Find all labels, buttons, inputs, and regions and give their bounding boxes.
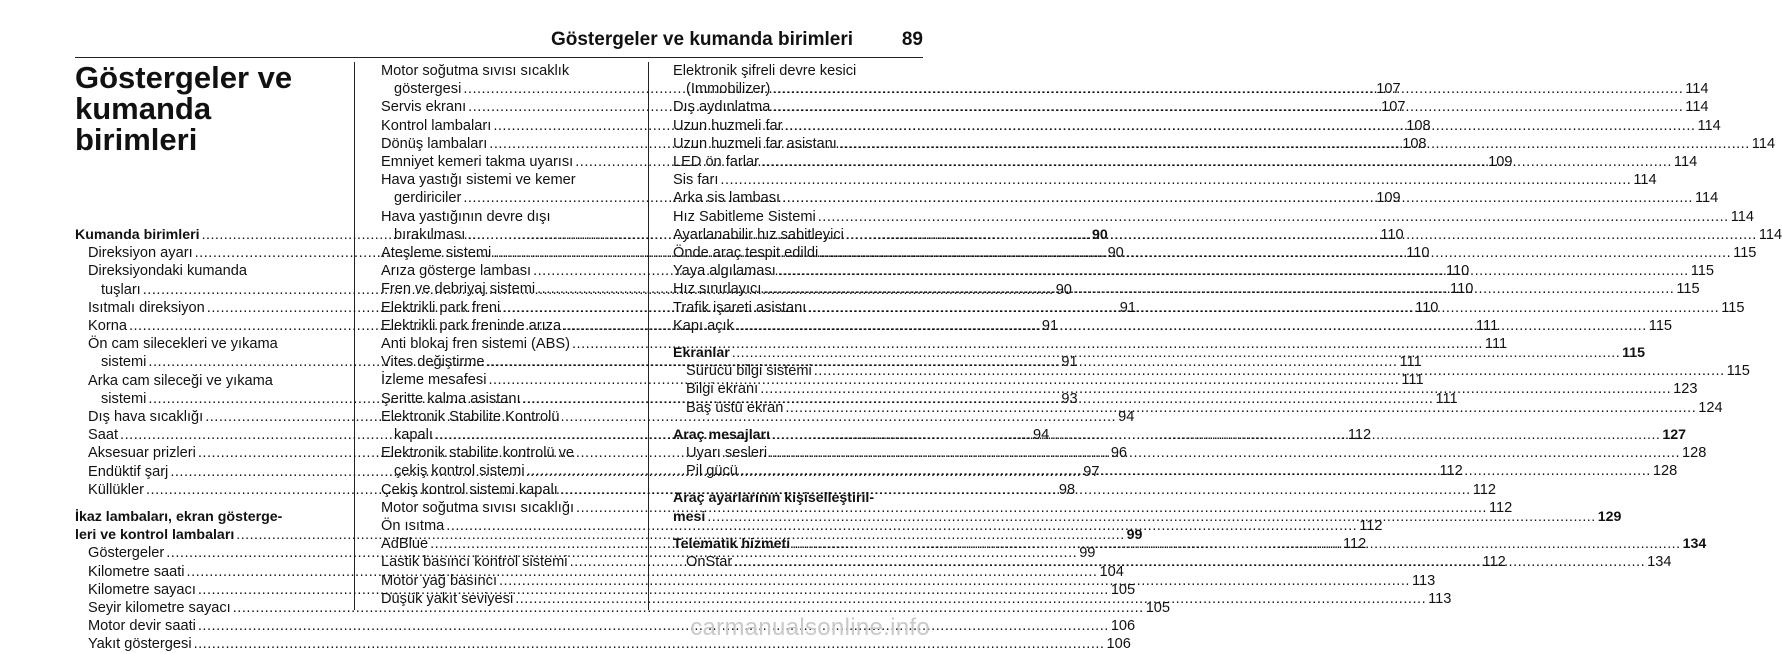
toc-entry-label: Motor devir saati: [88, 618, 196, 635]
toc-entry-page: 115: [1690, 263, 1714, 280]
toc-entry-label: Direksiyon ayarı: [88, 245, 193, 262]
toc-entry[interactable]: [381, 590, 1452, 608]
toc-entry-page: 113: [1411, 572, 1436, 589]
toc-entry-page: 114: [1673, 154, 1698, 171]
toc-entry-text: Elektronik şifreli devre kesici: [673, 63, 857, 79]
toc-entry-label: Düşük yakıt seviyesi: [381, 590, 514, 607]
toc-entry-page: 111: [1399, 354, 1422, 371]
toc-entry-label: çekiş kontrol sistemi: [394, 463, 525, 480]
dot-leader: [808, 299, 1719, 317]
toc-entry-page: 109: [1488, 154, 1513, 171]
toc-entry-label: Lastik basıncı kontrol sistemi: [381, 554, 568, 571]
toc-entry-label: Sis farı: [673, 172, 719, 189]
toc-entry-page: 114: [1685, 81, 1709, 98]
toc-entry-text: Arka cam sileceği ve yıkama: [88, 372, 273, 389]
toc-entry-row: [381, 517, 1383, 535]
toc-entry-label: LED ön farlar: [673, 154, 759, 171]
toc-entry[interactable]: [381, 517, 1383, 535]
toc-entry[interactable]: [381, 335, 1508, 353]
running-header-title: Göstergeler ve kumanda birimleri: [550, 29, 853, 50]
toc-entry-page: 134: [1682, 535, 1707, 552]
toc-entry-page: 108: [1406, 117, 1431, 134]
toc-entry-label: sistemi: [101, 390, 147, 407]
toc-entry-page: 112: [1439, 463, 1463, 480]
toc-entry-label: Bilgi ekranı: [686, 381, 759, 398]
dot-leader: [736, 317, 1647, 335]
dot-leader: [818, 208, 1729, 226]
toc-entry-label: OnStar: [686, 554, 733, 571]
toc-entry-label: Dış aydınlatma: [673, 99, 771, 116]
toc-entry-label: Dış hava sıcaklığı: [88, 409, 204, 426]
toc-entry-label: Göstergeler: [88, 545, 165, 562]
toc-entry-page: 99: [1126, 527, 1143, 544]
toc-entry-row: [673, 171, 1657, 189]
toc-entry-page: 93: [1061, 390, 1078, 407]
dot-leader: [839, 135, 1750, 153]
toc-entry-label: Kumanda birimleri: [75, 227, 200, 243]
toc-entry-page: 91: [1041, 318, 1059, 335]
toc-entry-page: 105: [1110, 581, 1136, 598]
toc-entry-page: 114: [1758, 226, 1782, 243]
toc-entry-label: Önde araç tespit edildi: [673, 245, 819, 262]
toc-entry-page: 114: [1633, 172, 1657, 189]
watermark: carmanualsonline.info: [690, 614, 930, 641]
toc-entry-page: 114: [1685, 99, 1709, 116]
toc-entry-text: Direksiyondaki kumanda: [88, 263, 247, 280]
toc-entry-page: 115: [1733, 245, 1757, 262]
toc-entry-label: Korna: [88, 318, 127, 335]
toc-entry-label: Yaya algılaması: [673, 263, 776, 280]
toc-entry-page: 99: [1079, 545, 1096, 562]
toc-entry-label: Kontrol lambaları: [381, 117, 492, 134]
toc-entry-label: Pil gücü: [686, 463, 738, 480]
toc-entry-label: Kilometre sayacı: [88, 581, 196, 598]
toc-entry-page: 111: [1401, 372, 1424, 389]
toc-entry-page: 91: [1119, 299, 1136, 316]
toc-entry-label: Araç mesajları: [673, 426, 771, 443]
toc-entry-page: 127: [1662, 426, 1687, 443]
toc-entry-page: 128: [1652, 463, 1678, 480]
toc-entry-label: Ateşleme sistemi: [381, 245, 492, 262]
toc-entry-row: [88, 635, 1131, 653]
toc-entry-page: 97: [1083, 463, 1100, 480]
dot-leader: [792, 535, 1680, 553]
toc-entry-label: Endüktif şarj: [88, 463, 169, 480]
toc-entry-label: Elektrikli park freninde arıza: [381, 317, 562, 334]
toc-entry-label: tuşları: [101, 281, 141, 298]
toc-entry-page: 111: [1435, 390, 1458, 407]
toc-entry-row: [673, 508, 1622, 526]
toc-entry-page: 114: [1695, 190, 1719, 207]
toc-entry-page: 129: [1597, 508, 1622, 525]
toc-entry-text: Araç ayarlarının kişiselleştiril-: [673, 490, 875, 507]
toc-entry[interactable]: [673, 208, 1754, 226]
toc-entry-text: Hava yastığı sistemi ve kemer: [381, 172, 576, 189]
toc-entry-label: bırakılması: [394, 226, 466, 243]
dot-leader: [761, 153, 1672, 171]
toc-entry-label: Seyir kilometre sayacı: [88, 600, 231, 617]
toc-entry-label: Ekranlar: [673, 345, 730, 362]
dot-leader: [846, 226, 1757, 244]
toc-entry-label: Hız sınırlayıcı: [673, 281, 762, 298]
toc-entry-label: Emniyet kemeri takma uyarısı: [381, 154, 574, 171]
toc-entry-text: Elektronik Stabilite Kontrolü: [381, 408, 560, 425]
toc-entry-page: 107: [1376, 81, 1401, 98]
dot-leader: [772, 80, 1683, 98]
toc-entry-page: 114: [1730, 208, 1754, 225]
toc-entry-page: 115: [1648, 317, 1673, 334]
toc-entry-label: sistemi: [101, 354, 147, 371]
toc-entry-label: AdBlue: [381, 536, 429, 553]
dot-leader: [732, 344, 1620, 362]
toc-entry-page: 94: [1032, 427, 1050, 444]
toc-entry-page: 112: [1482, 554, 1506, 571]
toc-entry-page: 110: [1380, 226, 1404, 243]
dot-leader: [515, 590, 1426, 608]
toc-entry-page: 106: [1106, 636, 1131, 653]
toc-entry-page: 111: [1484, 336, 1508, 353]
toc-entry-page: 114: [1751, 135, 1776, 152]
toc-entry-page: 96: [1110, 445, 1128, 462]
toc-entry-label: Aksesuar prizleri: [88, 445, 196, 462]
dot-leader: [763, 280, 1674, 298]
toc-entry-label: Baş üstü ekran: [686, 399, 784, 416]
toc-entry-text: Hava yastığının devre dışı: [381, 208, 551, 225]
toc-entry-label: Anti blokaj fren sistemi (ABS): [381, 336, 570, 353]
toc-entry[interactable]: [75, 635, 1131, 653]
dot-leader: [820, 244, 1731, 262]
toc-entry-label: Servis ekranı: [381, 99, 467, 116]
dot-leader: [720, 171, 1631, 189]
toc-entry-page: 90: [1055, 281, 1072, 298]
toc-entry-label: Sürücü bilgi sistemi: [686, 363, 812, 380]
toc-entry-label: Uzun huzmeli far: [673, 117, 783, 134]
dot-leader: [782, 189, 1693, 207]
toc-entry-page: 113: [1428, 590, 1452, 607]
toc-entry-page: 109: [1376, 190, 1401, 207]
toc-entry-row: [381, 590, 1452, 608]
dot-leader: [778, 262, 1689, 280]
toc-entry-page: 112: [1472, 481, 1497, 498]
dot-leader: [772, 98, 1683, 116]
toc-entry-page: 115: [1721, 299, 1745, 316]
toc-entry-page: 104: [1099, 563, 1124, 580]
toc-entry-row: [381, 335, 1508, 353]
toc-entry-page: 115: [1622, 345, 1646, 362]
toc-entry-label: Isıtmalı direksiyon: [88, 299, 205, 316]
toc-entry-page: 124: [1698, 399, 1723, 416]
toc-entry-label: mesi: [673, 508, 706, 525]
toc-entry-label: Dönüş lambaları: [381, 135, 488, 152]
toc-entry-label: Trafik işareti asistanı: [673, 299, 807, 316]
toc-entry-label: Arıza gösterge lambası: [381, 263, 532, 280]
toc-entry-label: leri ve kontrol lambaları: [75, 527, 235, 544]
toc-entry-page: 123: [1673, 381, 1698, 398]
page-number: 89: [901, 29, 923, 50]
dot-leader: [772, 426, 1660, 444]
toc-entry-label: Çekiş kontrol sistemi kapalı: [381, 481, 558, 498]
toc-entry-page: 106: [1110, 618, 1136, 635]
dot-leader: [814, 362, 1725, 380]
toc-entry-page: 107: [1381, 99, 1406, 116]
toc-entry-page: 114: [1697, 117, 1721, 134]
toc-entry[interactable]: [673, 171, 1657, 189]
toc-entry-page: 110: [1450, 281, 1474, 298]
toc-entry-label: İzleme mesafesi: [381, 372, 487, 389]
dot-leader: [707, 508, 1595, 526]
toc-entry-page: 91: [1061, 354, 1078, 371]
toc-entry-label: Ayarlanabilir hız sabitleyici: [673, 226, 844, 243]
toc-entry-label: (Immobilizer): [686, 81, 771, 98]
toc-entry-page: 112: [1347, 427, 1372, 444]
toc-entry-page: 115: [1676, 281, 1700, 298]
toc-entry-text: Elektronik stabilite kontrolü ve: [381, 445, 575, 462]
toc-entry-label: Motor yağ basıncı: [381, 572, 497, 589]
toc-entry-page: 90: [1091, 227, 1108, 243]
dot-leader: [740, 462, 1651, 480]
dot-leader: [734, 553, 1645, 571]
dot-leader: [760, 380, 1671, 398]
toc-entry-label: Kapı açık: [673, 317, 734, 334]
dot-leader: [769, 444, 1680, 462]
toc-entry-label: Uzun huzmeli far asistanı: [673, 135, 837, 152]
toc-entry-label: Yakıt göstergesi: [88, 636, 192, 653]
toc-entry-page: 128: [1682, 445, 1707, 462]
dot-leader: [785, 117, 1696, 135]
toc-entry-page: 115: [1726, 363, 1750, 380]
toc-entry-row: [88, 599, 1171, 617]
toc-entry-label: kapalı: [394, 427, 433, 444]
dot-leader: [194, 635, 1105, 653]
toc-entry-label: Elektrikli park freni: [381, 299, 501, 316]
toc-entry-row: [686, 399, 1723, 417]
dot-leader: [499, 572, 1410, 590]
toc-entry-label: Fren ve debriyaj sistemi: [381, 281, 536, 298]
toc-entry-page: 110: [1415, 299, 1439, 316]
toc-entry-text: Ön cam silecekleri ve yıkama: [88, 336, 278, 353]
toc-entry-label: gerdiriciler: [394, 190, 462, 207]
toc-entry-page: 111: [1476, 317, 1499, 334]
toc-entry-label: Hız Sabitleme Sistemi: [673, 208, 816, 225]
toc-entry[interactable]: [75, 599, 1171, 617]
toc-entry-page: 108: [1402, 135, 1427, 152]
toc-entry-row: [673, 208, 1754, 226]
toc-entry-label: Vites değiştirme: [381, 354, 485, 371]
toc-entry-page: 134: [1647, 554, 1672, 571]
page-header: [75, 26, 923, 58]
toc-entry-page: 112: [1488, 499, 1513, 516]
toc-entry-page: 90: [1107, 245, 1124, 262]
toc-entry-label: Şeritte kalma asistanı: [381, 390, 521, 407]
chapter-title: Göstergeler ve kumanda birimleri: [75, 60, 293, 157]
toc-entry-label: Küllükler: [88, 481, 144, 498]
toc-entry-label: Telematik hizmeti: [673, 535, 791, 552]
toc-entry-label: göstergesi: [394, 81, 462, 98]
toc-entry-page: 94: [1118, 409, 1135, 426]
toc-entry-text: İkaz lambaları, ekran gösterge-: [75, 509, 283, 526]
toc-entry-label: Ön ısıtma: [381, 518, 445, 535]
toc-entry-page: 112: [1359, 518, 1383, 535]
toc-entry-label: Kilometre saati: [88, 563, 185, 580]
toc-entry-label: Arka sis lambası: [673, 190, 781, 207]
toc-entry-page: 110: [1446, 263, 1470, 280]
toc-entry-page: 112: [1343, 536, 1367, 553]
toc-entry-text: Motor soğutma sıvısı sıcaklık: [381, 63, 570, 79]
toc-entry-page: 105: [1145, 600, 1171, 617]
toc-entry[interactable]: [673, 399, 1723, 417]
toc-entry-page: 98: [1058, 481, 1076, 498]
toc-entry-label: Uyarı sesleri: [686, 445, 768, 462]
toc-entry-label: Motor soğutma sıvısı sıcaklığı: [381, 499, 575, 516]
toc-entry-label: Saat: [88, 427, 119, 444]
toc-entry-page: 110: [1406, 245, 1430, 262]
dot-leader: [785, 399, 1696, 417]
dot-leader: [198, 617, 1109, 635]
